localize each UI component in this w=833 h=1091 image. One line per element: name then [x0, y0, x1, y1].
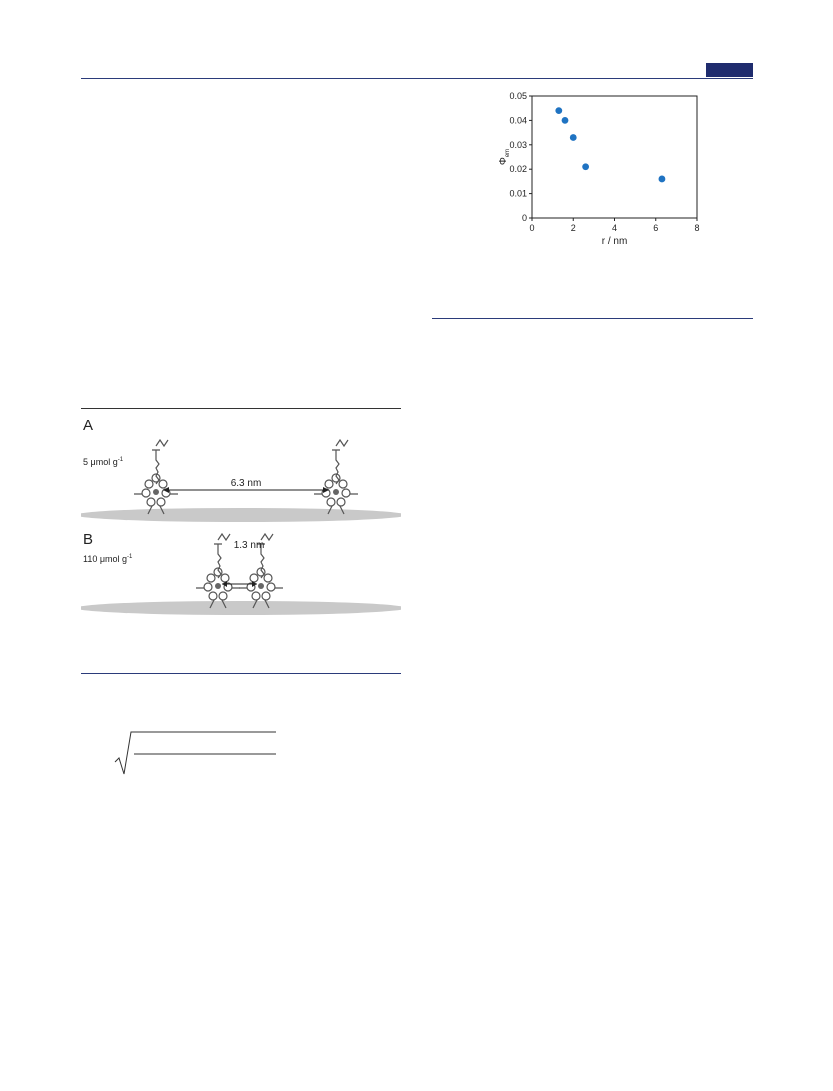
page-number-tab — [706, 63, 753, 77]
panel-a-letter: A — [83, 417, 94, 434]
panel-a-molecule-right — [314, 440, 358, 514]
y-tick-label: 0.04 — [509, 115, 527, 126]
y-tick-label: 0 — [521, 213, 527, 223]
x-tick-label: 0 — [529, 223, 535, 233]
plot-frame — [532, 96, 697, 218]
quantum-yield-chart — [490, 86, 720, 256]
figure-top-rule — [81, 408, 401, 409]
x-tick-label: 2 — [570, 223, 576, 233]
data-point — [570, 134, 577, 141]
figure-bottom-rule — [81, 673, 401, 674]
panel-a-molecule-left — [134, 440, 178, 514]
panel-b-distance: 1.3 nm — [233, 540, 265, 551]
y-tick-label: 0.02 — [509, 164, 527, 175]
x-axis-label: r / nm — [601, 236, 628, 247]
square-root-equation — [114, 730, 284, 780]
panel-b-loading: 110 μmol $g^{-1}$ — [83, 554, 133, 564]
panel-a-surface — [81, 508, 401, 522]
data-point — [582, 163, 589, 170]
panel-b-surface — [81, 601, 401, 615]
x-tick-label: 8 — [694, 223, 700, 233]
panel-a-distance: 6.3 nm — [230, 478, 262, 489]
panel-a-loading: 5 μmol $g^{-1}$ — [83, 457, 124, 467]
loading-distance-scheme — [81, 412, 401, 622]
data-point — [659, 176, 666, 183]
x-tick-label: 6 — [653, 223, 659, 233]
column-rule-right — [432, 318, 753, 319]
panel-b-letter: B — [83, 531, 94, 548]
x-tick-label: 4 — [611, 223, 618, 233]
y-axis-label: $\Phi_{em}$ — [498, 148, 511, 166]
y-tick-label: 0.05 — [509, 91, 527, 101]
header-rule — [81, 78, 753, 79]
data-point — [555, 107, 562, 114]
y-tick-label: 0.01 — [509, 188, 527, 199]
data-point — [562, 117, 569, 124]
y-tick-label: 0.03 — [509, 139, 527, 150]
